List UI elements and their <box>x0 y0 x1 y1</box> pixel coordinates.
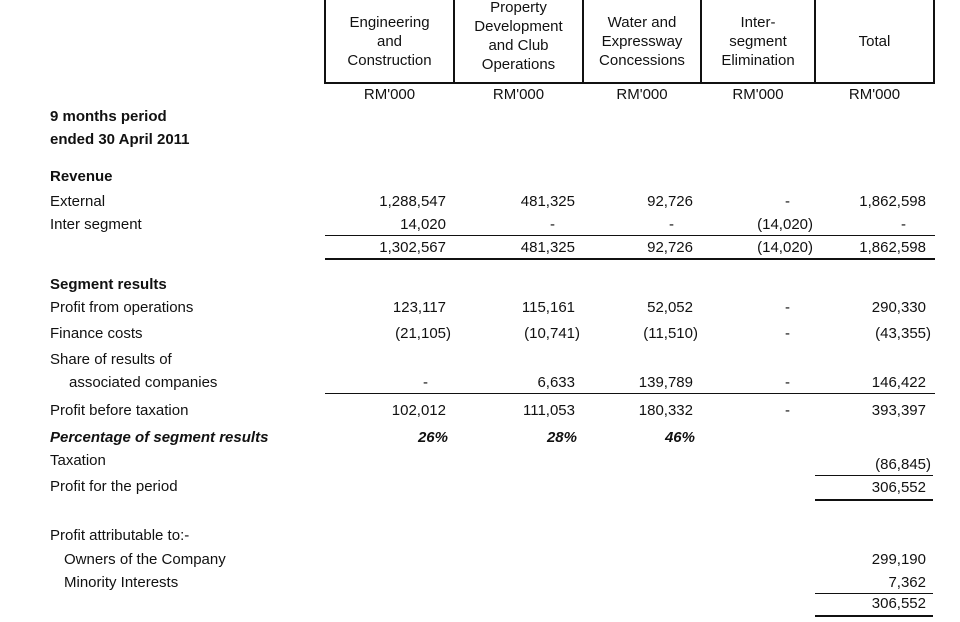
header-bottom-border <box>324 82 935 84</box>
inter-water: - <box>669 216 674 233</box>
ops-inter: - <box>785 299 790 316</box>
row-label-minority: Minority Interests <box>64 574 179 591</box>
ops-prop: 115,161 <box>521 299 575 316</box>
row-label-finance: Finance costs <box>50 325 143 342</box>
share-eng: - <box>423 374 428 391</box>
attrib-total: 306,552 <box>871 595 926 612</box>
ops-water: 52,052 <box>647 299 693 316</box>
col-header-inter: Inter- segment Elimination <box>721 13 795 69</box>
row-label-pct: Percentage of segment results <box>50 429 269 446</box>
revenue-subtotal-line <box>325 235 935 236</box>
pct-eng: 26% <box>417 429 448 446</box>
row-label-owners: Owners of the Company <box>64 551 226 568</box>
row-label-taxation: Taxation <box>50 452 106 469</box>
fin-inter: - <box>785 325 790 342</box>
col-header-property: Property Development and Club Operations <box>474 0 563 73</box>
minority-total: 7,362 <box>888 574 926 591</box>
share-water: 139,789 <box>638 374 693 391</box>
period-title-line1: 9 months period <box>50 108 167 125</box>
pfp-total-line <box>815 499 933 501</box>
pbt-inter: - <box>785 402 790 419</box>
segment-heading: Segment results <box>50 276 167 293</box>
unit-total: RM'000 <box>848 86 901 103</box>
attrib-line <box>815 593 933 594</box>
pct-prop: 28% <box>546 429 577 446</box>
external-water: 92,726 <box>647 193 693 210</box>
col-header-total: Total <box>858 32 891 50</box>
period-title-line2: ended 30 April 2011 <box>50 131 190 148</box>
row-label-pfp: Profit for the period <box>50 478 178 495</box>
external-prop: 481,325 <box>520 193 575 210</box>
fin-water: (11,510) <box>643 325 698 342</box>
revenue-heading: Revenue <box>50 168 113 185</box>
subtotal-water: 92,726 <box>647 239 693 256</box>
taxation-total: (86,845) <box>875 456 931 473</box>
inter-total: - <box>901 216 906 233</box>
pct-water: 46% <box>664 429 695 446</box>
row-label-external: External <box>50 193 106 210</box>
share-inter: - <box>785 374 790 391</box>
revenue-total-line <box>325 258 935 260</box>
subtotal-total: 1,862,598 <box>859 239 926 256</box>
pfp-line <box>815 475 933 476</box>
col-header-engineering: Engineering and Construction <box>347 13 432 69</box>
fin-prop: (10,741) <box>524 325 580 342</box>
subtotal-inter: (14,020) <box>757 239 813 256</box>
pbt-eng: 102,012 <box>391 402 446 419</box>
unit-property: RM'000 <box>492 86 545 103</box>
owners-total: 299,190 <box>871 551 926 568</box>
share-total: 146,422 <box>871 374 926 391</box>
fin-total: (43,355) <box>875 325 931 342</box>
subtotal-eng: 1,302,567 <box>379 239 446 256</box>
attributable-heading: Profit attributable to:- <box>50 527 190 544</box>
row-label-pbt: Profit before taxation <box>50 402 189 419</box>
row-label-share-2: associated companies <box>69 374 218 391</box>
row-label-inter-segment: Inter segment <box>50 216 142 233</box>
inter-eng: 14,020 <box>400 216 446 233</box>
ops-total: 290,330 <box>871 299 926 316</box>
pbt-prop: 111,053 <box>523 402 575 419</box>
fin-eng: (21,105) <box>395 325 451 342</box>
attrib-total-line <box>815 615 933 617</box>
share-prop: 6,633 <box>537 374 575 391</box>
unit-engineering: RM'000 <box>363 86 416 103</box>
row-label-profit-ops: Profit from operations <box>50 299 194 316</box>
row-label-share-1: Share of results of <box>50 351 172 368</box>
ops-eng: 123,117 <box>392 299 446 316</box>
col-header-water: Water and Expressway Concessions <box>599 13 685 69</box>
external-inter: - <box>785 193 790 210</box>
external-total: 1,862,598 <box>859 193 926 210</box>
unit-water: RM'000 <box>616 86 668 103</box>
header-border-6 <box>933 0 935 84</box>
inter-prop: - <box>550 216 555 233</box>
pbt-total: 393,397 <box>871 402 926 419</box>
unit-inter: RM'000 <box>732 86 784 103</box>
inter-inter: (14,020) <box>757 216 813 233</box>
external-eng: 1,288,547 <box>379 193 446 210</box>
pfp-total: 306,552 <box>871 479 926 496</box>
pbt-water: 180,332 <box>638 402 693 419</box>
pbt-line <box>325 393 935 394</box>
subtotal-prop: 481,325 <box>520 239 575 256</box>
